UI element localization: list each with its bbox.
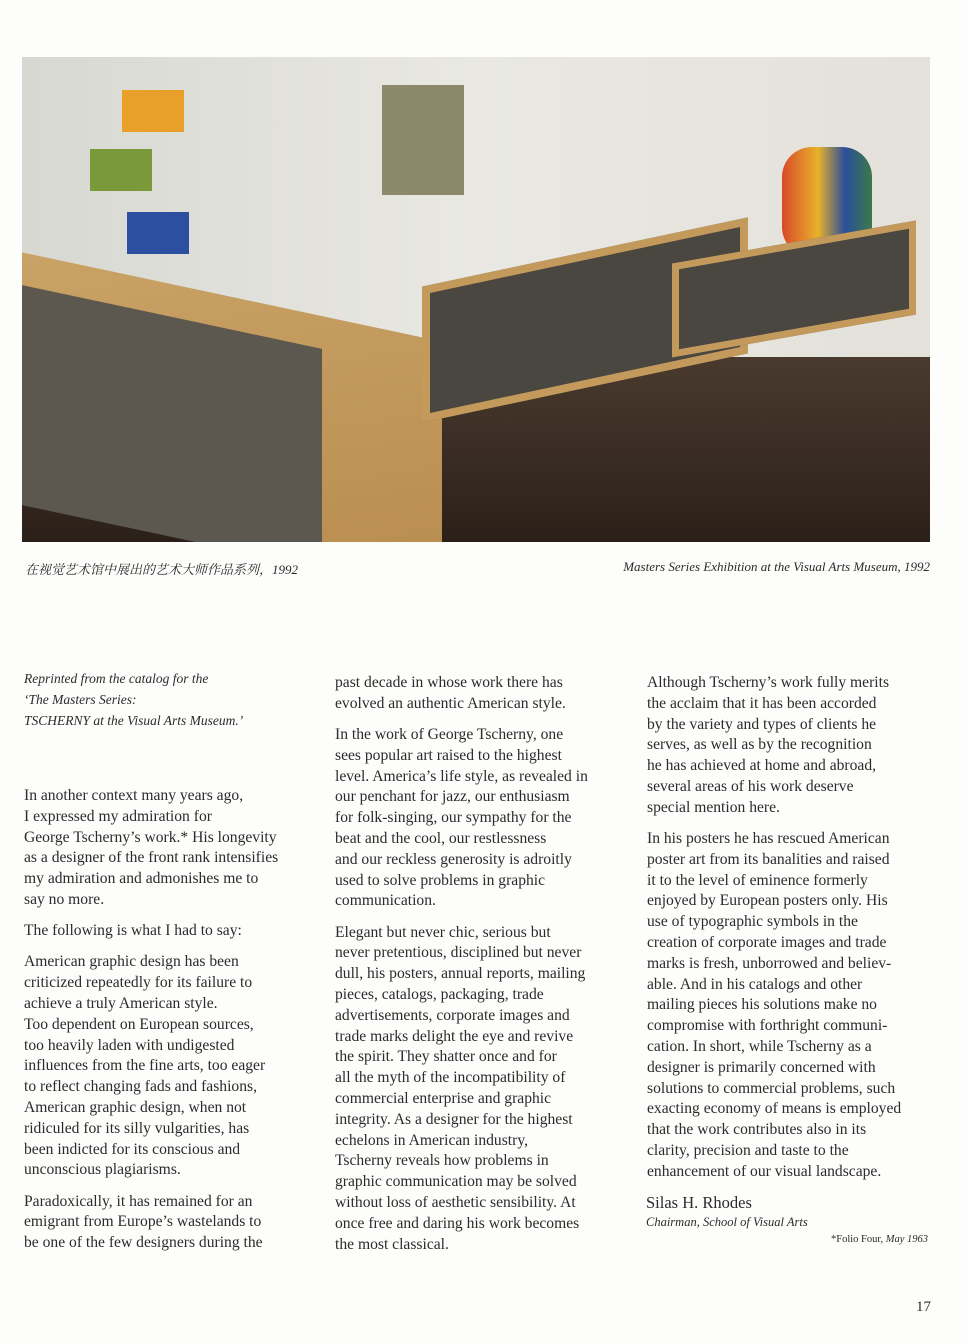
poster-green (90, 149, 152, 191)
author-name: Silas H. Rhodes (646, 1193, 752, 1212)
text-line: that the work contributes also in its (647, 1121, 867, 1139)
paragraph (335, 725, 635, 912)
text-line: past decade in whose work there has (335, 674, 563, 691)
text-line: In his posters he has rescued American (647, 829, 890, 847)
text-line: ridiculed for its silly vulgarities, has (24, 1119, 250, 1137)
text-line: integrity. As a designer for the highest (335, 1110, 573, 1128)
text-line: it to the level of eminence formerly (647, 871, 868, 889)
paragraph (335, 923, 635, 1256)
paragraph (24, 952, 324, 1181)
text-line: American graphic design has been (24, 953, 239, 971)
text-line: too heavily laden with undigested (24, 1036, 235, 1054)
text-line: several areas of his work deserve (647, 777, 854, 795)
text-line: Tscherny reveals how problems in (335, 1152, 549, 1170)
text-line: as a designer of the front rank intensifies (24, 849, 279, 867)
paragraph (335, 673, 635, 715)
paragraph (647, 673, 947, 819)
footnote (646, 1230, 928, 1251)
text-line: graphic communication may be solved (335, 1173, 577, 1191)
text-line: solutions to commercial problems, such (647, 1079, 896, 1097)
text-line: beat and the cool, our restlessness (335, 829, 547, 847)
reprint-note (24, 668, 324, 731)
text-line: be one of the few designers during the (24, 1234, 263, 1252)
text-line: dull, his posters, annual reports, mailing (335, 965, 586, 983)
text-line: he has achieved at home and abroad, (647, 757, 877, 775)
text-line: marks is fresh, unborrowed and believ- (647, 954, 892, 972)
text-line: achieve a truly American style. (24, 994, 218, 1012)
text-line: advertisements, corporate images and (335, 1006, 570, 1024)
paragraph (647, 829, 947, 1183)
text-line: American graphic design, when not (24, 1098, 247, 1116)
text-line: I expressed my admiration for (24, 807, 212, 825)
text-line: cation. In short, while Tscherny as a (647, 1037, 872, 1055)
text-line: without loss of aesthetic sensibility. At (335, 1193, 576, 1211)
text-line: unconscious plagiarisms. (24, 1161, 181, 1179)
column-2 (335, 673, 635, 1266)
text-line: our penchant for jazz, our enthusiasm (335, 788, 570, 806)
text-line: level. America’s life style, as revealed in (335, 767, 588, 785)
text-line: mailing pieces his solutions make no (647, 996, 877, 1014)
text-line: communication. (335, 892, 436, 910)
text-line: sees popular art raised to the highest (335, 746, 562, 764)
text-line: special mention here. (647, 798, 780, 816)
text-line: to reflect changing fads and fashions, (24, 1078, 257, 1096)
text-line: my admiration and admonishes me to (24, 870, 259, 888)
text-line: enjoyed by European posters only. His (647, 892, 888, 910)
text-line: the acclaim that it has been accorded (647, 694, 877, 712)
text-line: never pretentious, disciplined but never (335, 944, 582, 962)
text-line: say no more. (24, 890, 105, 908)
text-line: been indicted for its conscious and (24, 1140, 241, 1158)
reprint-line: TSCHERNY at the Visual Arts Museum.’ (24, 713, 244, 728)
paragraph (24, 921, 324, 942)
poster-blue (127, 212, 189, 254)
text-line: for folk-singing, our sympathy for the (335, 809, 572, 827)
text-line: echelons in American industry, (335, 1131, 528, 1149)
photo-caption-chinese: 在视觉艺术馆中展出的艺术大师作品系列，1992 (25, 562, 299, 577)
text-line: commercial enterprise and graphic (335, 1089, 552, 1107)
column-3 (647, 673, 947, 1193)
text-line: the spirit. They shatter once and for (335, 1048, 557, 1066)
text-line: the most classical. (335, 1235, 449, 1253)
text-line: Although Tscherny’s work fully merits (647, 674, 890, 691)
text-line: Too dependent on European sources, (24, 1015, 254, 1033)
text-line: emigrant from Europe’s wastelands to (24, 1213, 262, 1231)
text-line: Paradoxically, it has remained for an (24, 1192, 253, 1210)
paragraph (24, 786, 324, 911)
text-line: influences from the fine arts, too eager (24, 1057, 266, 1075)
text-line: serves, as well as by the recognition (647, 736, 872, 754)
text-line: enhancement of our visual landscape. (647, 1162, 882, 1180)
text-line: In the work of George Tscherny, one (335, 725, 564, 743)
paragraph (24, 1192, 324, 1254)
poster-orange (122, 90, 184, 132)
text-line: by the variety and types of clients he (647, 715, 877, 733)
footnote-date: May 1963 (885, 1233, 928, 1245)
signature-block (646, 1193, 946, 1251)
text-line: compromise with forthright communi- (647, 1017, 888, 1035)
text-line: trade marks delight the eye and revive (335, 1027, 574, 1045)
column-1 (24, 786, 324, 1264)
page-number: 17 (916, 1299, 931, 1315)
author-role: Chairman, School of Visual Arts (646, 1214, 808, 1229)
text-line: exacting economy of means is employed (647, 1100, 902, 1118)
text-line: all the myth of the incompatibility of (335, 1069, 566, 1087)
text-line: poster art from its banalities and raised (647, 850, 890, 868)
text-line: evolved an authentic American style. (335, 694, 566, 712)
exhibition-photo (22, 57, 930, 542)
text-line: creation of corporate images and trade (647, 933, 887, 951)
text-line: use of typographic symbols in the (647, 913, 858, 931)
text-line: and our reckless generosity is adroitly (335, 850, 572, 868)
footnote-source: *Folio Four, (830, 1233, 884, 1245)
text-line: criticized repeatedly for its failure to (24, 974, 253, 992)
text-line: used to solve problems in graphic (335, 871, 546, 889)
text-line: In another context many years ago, (24, 787, 244, 804)
text-line: able. And in his catalogs and other (647, 975, 863, 993)
reprint-line: Reprinted from the catalog for the (24, 671, 209, 686)
text-line: The following is what I had to say: (24, 922, 242, 940)
text-line: designer is primarily concerned with (647, 1058, 876, 1076)
poster-photos (382, 85, 464, 195)
text-line: clarity, precision and taste to the (647, 1141, 849, 1159)
reprint-line: ‘The Masters Series: (24, 692, 137, 707)
text-line: Elegant but never chic, serious but (335, 923, 551, 941)
text-line: once free and daring his work becomes (335, 1214, 580, 1232)
text-line: pieces, catalogs, packaging, trade (335, 985, 544, 1003)
text-line: George Tscherny’s work.* His longevity (24, 828, 277, 846)
photo-caption-english: Masters Series Exhibition at the Visual Arts Museum, 1992 (623, 559, 930, 574)
